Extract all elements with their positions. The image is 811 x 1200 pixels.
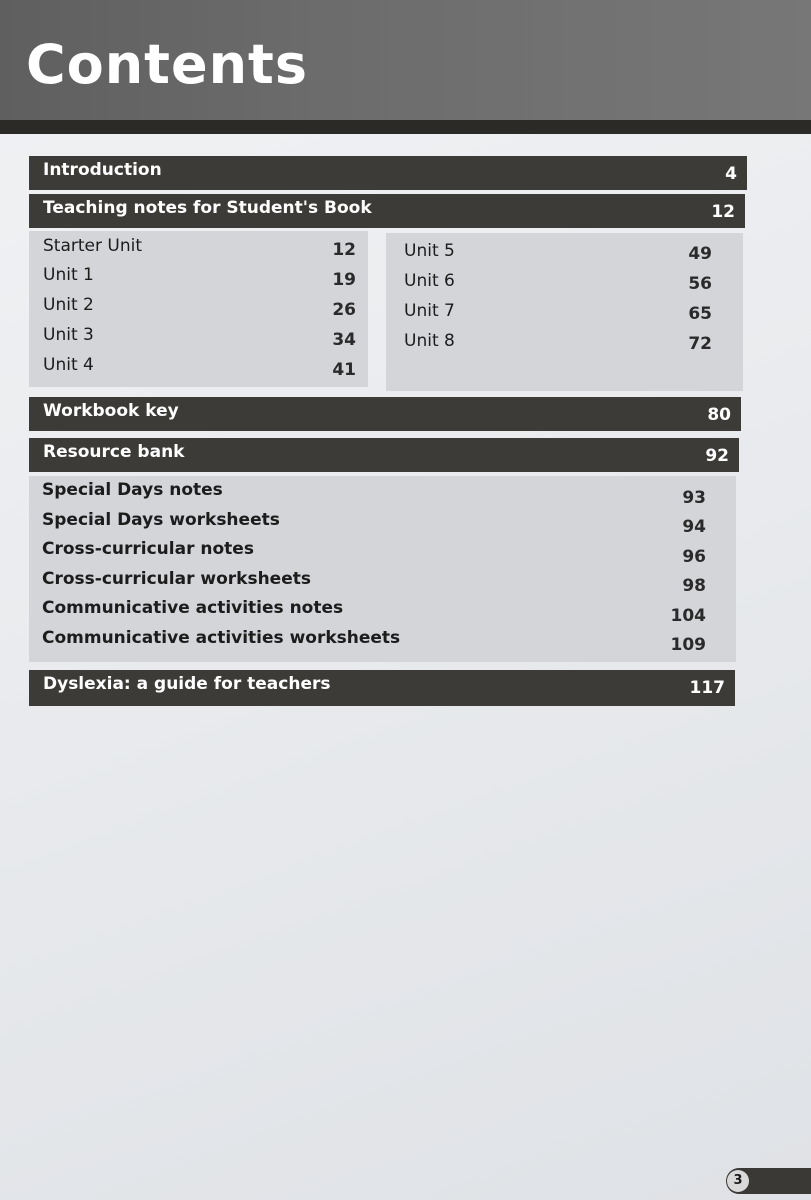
section-page: 12 — [711, 202, 735, 222]
resource-page: 93 — [682, 488, 706, 508]
resource-item: Cross-curricular worksheets — [42, 569, 311, 589]
section-introduction — [29, 156, 747, 190]
section-page: 80 — [707, 405, 731, 425]
resource-page: 104 — [670, 606, 706, 626]
resource-item: Special Days worksheets — [42, 510, 280, 530]
unit-page: 19 — [332, 270, 356, 290]
unit-item: Unit 8 — [404, 331, 455, 351]
section-page: 92 — [705, 446, 729, 466]
header-band — [0, 120, 811, 134]
resource-item: Cross-curricular notes — [42, 539, 254, 559]
unit-page: 26 — [332, 300, 356, 320]
resource-item: Communicative activities notes — [42, 598, 344, 618]
section-label: Dyslexia: a guide for teachers — [43, 674, 331, 694]
section-dyslexia — [29, 670, 735, 706]
resource-item: Special Days notes — [42, 480, 223, 500]
resource-page: 94 — [682, 517, 706, 537]
section-label: Resource bank — [43, 442, 185, 462]
unit-item: Unit 6 — [404, 271, 455, 291]
resource-page: 96 — [682, 547, 706, 567]
unit-item: Unit 5 — [404, 241, 455, 261]
section-page: 117 — [689, 678, 725, 698]
section-label: Teaching notes for Student's Book — [43, 198, 372, 218]
unit-item: Unit 4 — [43, 355, 94, 375]
unit-page: 72 — [688, 334, 712, 354]
unit-page: 12 — [332, 240, 356, 260]
unit-page: 56 — [688, 274, 712, 294]
unit-item: Unit 7 — [404, 301, 455, 321]
section-resource-bank — [29, 438, 739, 472]
section-label: Workbook key — [43, 401, 179, 421]
unit-item: Unit 2 — [43, 295, 94, 315]
section-label: Introduction — [43, 160, 162, 180]
section-teaching-notes — [29, 194, 745, 228]
section-page: 4 — [725, 164, 737, 184]
resource-item: Communicative activities worksheets — [42, 628, 401, 648]
unit-page: 49 — [688, 244, 712, 264]
unit-page: 65 — [688, 304, 712, 324]
page-number: 3 — [727, 1170, 749, 1192]
unit-page: 41 — [332, 360, 356, 380]
page-title: Contents — [26, 33, 309, 96]
section-workbook-key — [29, 397, 741, 431]
unit-item: Unit 3 — [43, 325, 94, 345]
unit-page: 34 — [332, 330, 356, 350]
unit-item: Starter Unit — [43, 236, 142, 256]
resource-page: 109 — [670, 635, 706, 655]
unit-item: Unit 1 — [43, 265, 94, 285]
page-header — [0, 0, 811, 120]
resource-page: 98 — [682, 576, 706, 596]
